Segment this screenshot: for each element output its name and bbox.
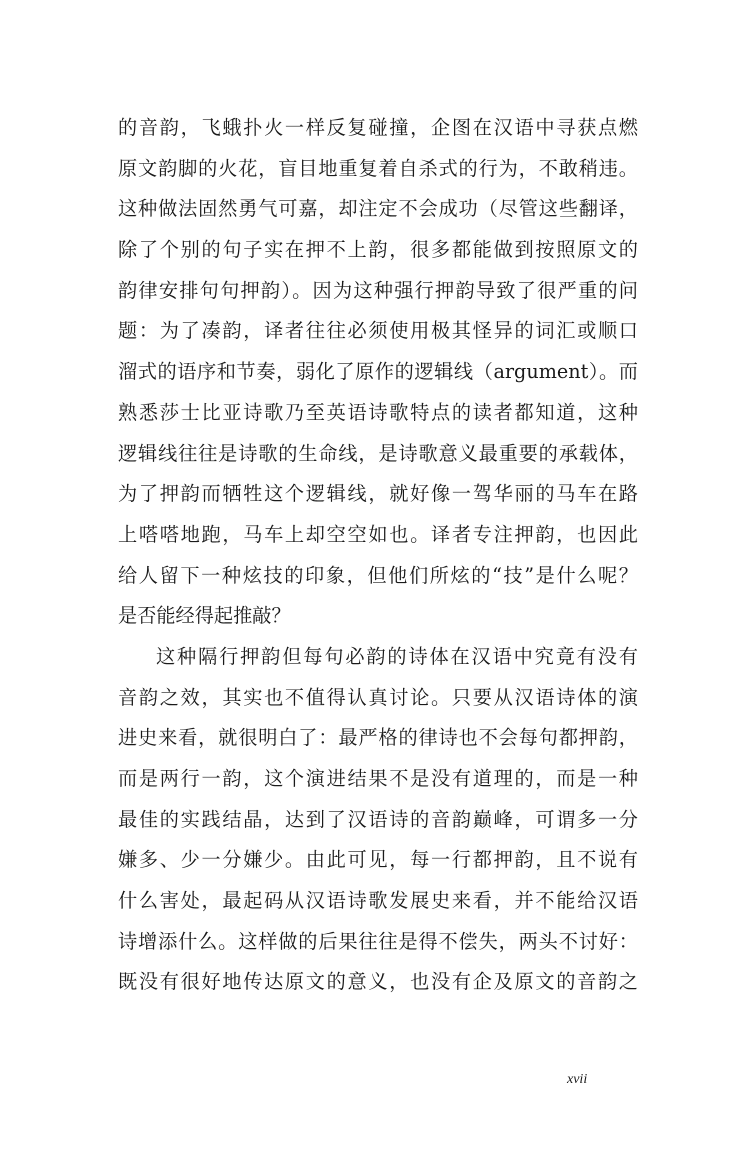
paragraph-2-line-3: 进史来看，就很明白了：最严格的律诗也不会每句都押韵， [118,726,638,750]
paragraph-1-line-6: 题：为了凑韵，译者往往必须使用极其怪异的词汇或顺口 [118,319,638,343]
paragraph-1-line-7: 溜式的语序和节奏，弱化了原作的逻辑线（argument）。而 [118,360,638,384]
body-text [118,108,638,1003]
paragraph-1-line-3: 这种做法固然勇气可嘉，却注定不会成功（尽管这些翻译， [118,197,638,221]
paragraph-1-line-2: 原文韵脚的火花，盲目地重复着自杀式的行为，不敢稍违。 [118,156,638,180]
paragraph-1-line-8: 熟悉莎士比亚诗歌乃至英语诗歌特点的读者都知道，这种 [118,400,638,424]
paragraph-1-line-12: 给人留下一种炫技的印象，但他们所炫的“技”是什么呢？ [118,563,638,587]
paragraph-2-line-1: 这种隔行押韵但每句必韵的诗体在汉语中究竟有没有 [156,644,638,668]
paragraph-2-line-8: 诗增添什么。这样做的后果往往是得不偿失，两头不讨好： [118,929,638,953]
paragraph-2-line-7: 什么害处，最起码从汉语诗歌发展史来看，并不能给汉语 [118,889,638,913]
paragraph-2-line-5: 最佳的实践结晶，达到了汉语诗的音韵巅峰，可谓多一分 [118,807,638,831]
paragraph-1-line-11: 上嗒嗒地跑，马车上却空空如也。译者专注押韵，也因此 [118,522,638,546]
paragraph-2-line-4: 而是两行一韵，这个演进结果不是没有道理的，而是一种 [118,767,638,790]
paragraph-2-line-6: 嫌多、少一分嫌少。由此可见，每一行都押韵，且不说有 [118,848,638,872]
page-number: xvii [567,1072,588,1087]
paragraph-1-line-4: 除了个别的句子实在押不上韵，很多都能做到按照原文的 [118,238,638,262]
paragraph-1-line-9: 逻辑线往往是诗歌的生命线，是诗歌意义最重要的承载体， [118,441,638,465]
paragraph-1-line-1: 的音韵，飞蛾扑火一样反复碰撞，企图在汉语中寻获点燃 [118,116,638,139]
paragraph-1-line-13: 是否能经得起推敲？ [118,604,291,628]
paragraph-2-line-2: 音韵之效，其实也不值得认真讨论。只要从汉语诗体的演 [118,685,638,709]
paragraph-1-line-10: 为了押韵而牺牲这个逻辑线，就好像一驾华丽的马车在路 [118,482,638,506]
paragraph-2-line-9: 既没有很好地传达原文的意义，也没有企及原文的音韵之 [118,970,638,994]
paragraph-1-line-5: 韵律安排句句押韵）。因为这种强行押韵导致了很严重的问 [118,278,638,302]
